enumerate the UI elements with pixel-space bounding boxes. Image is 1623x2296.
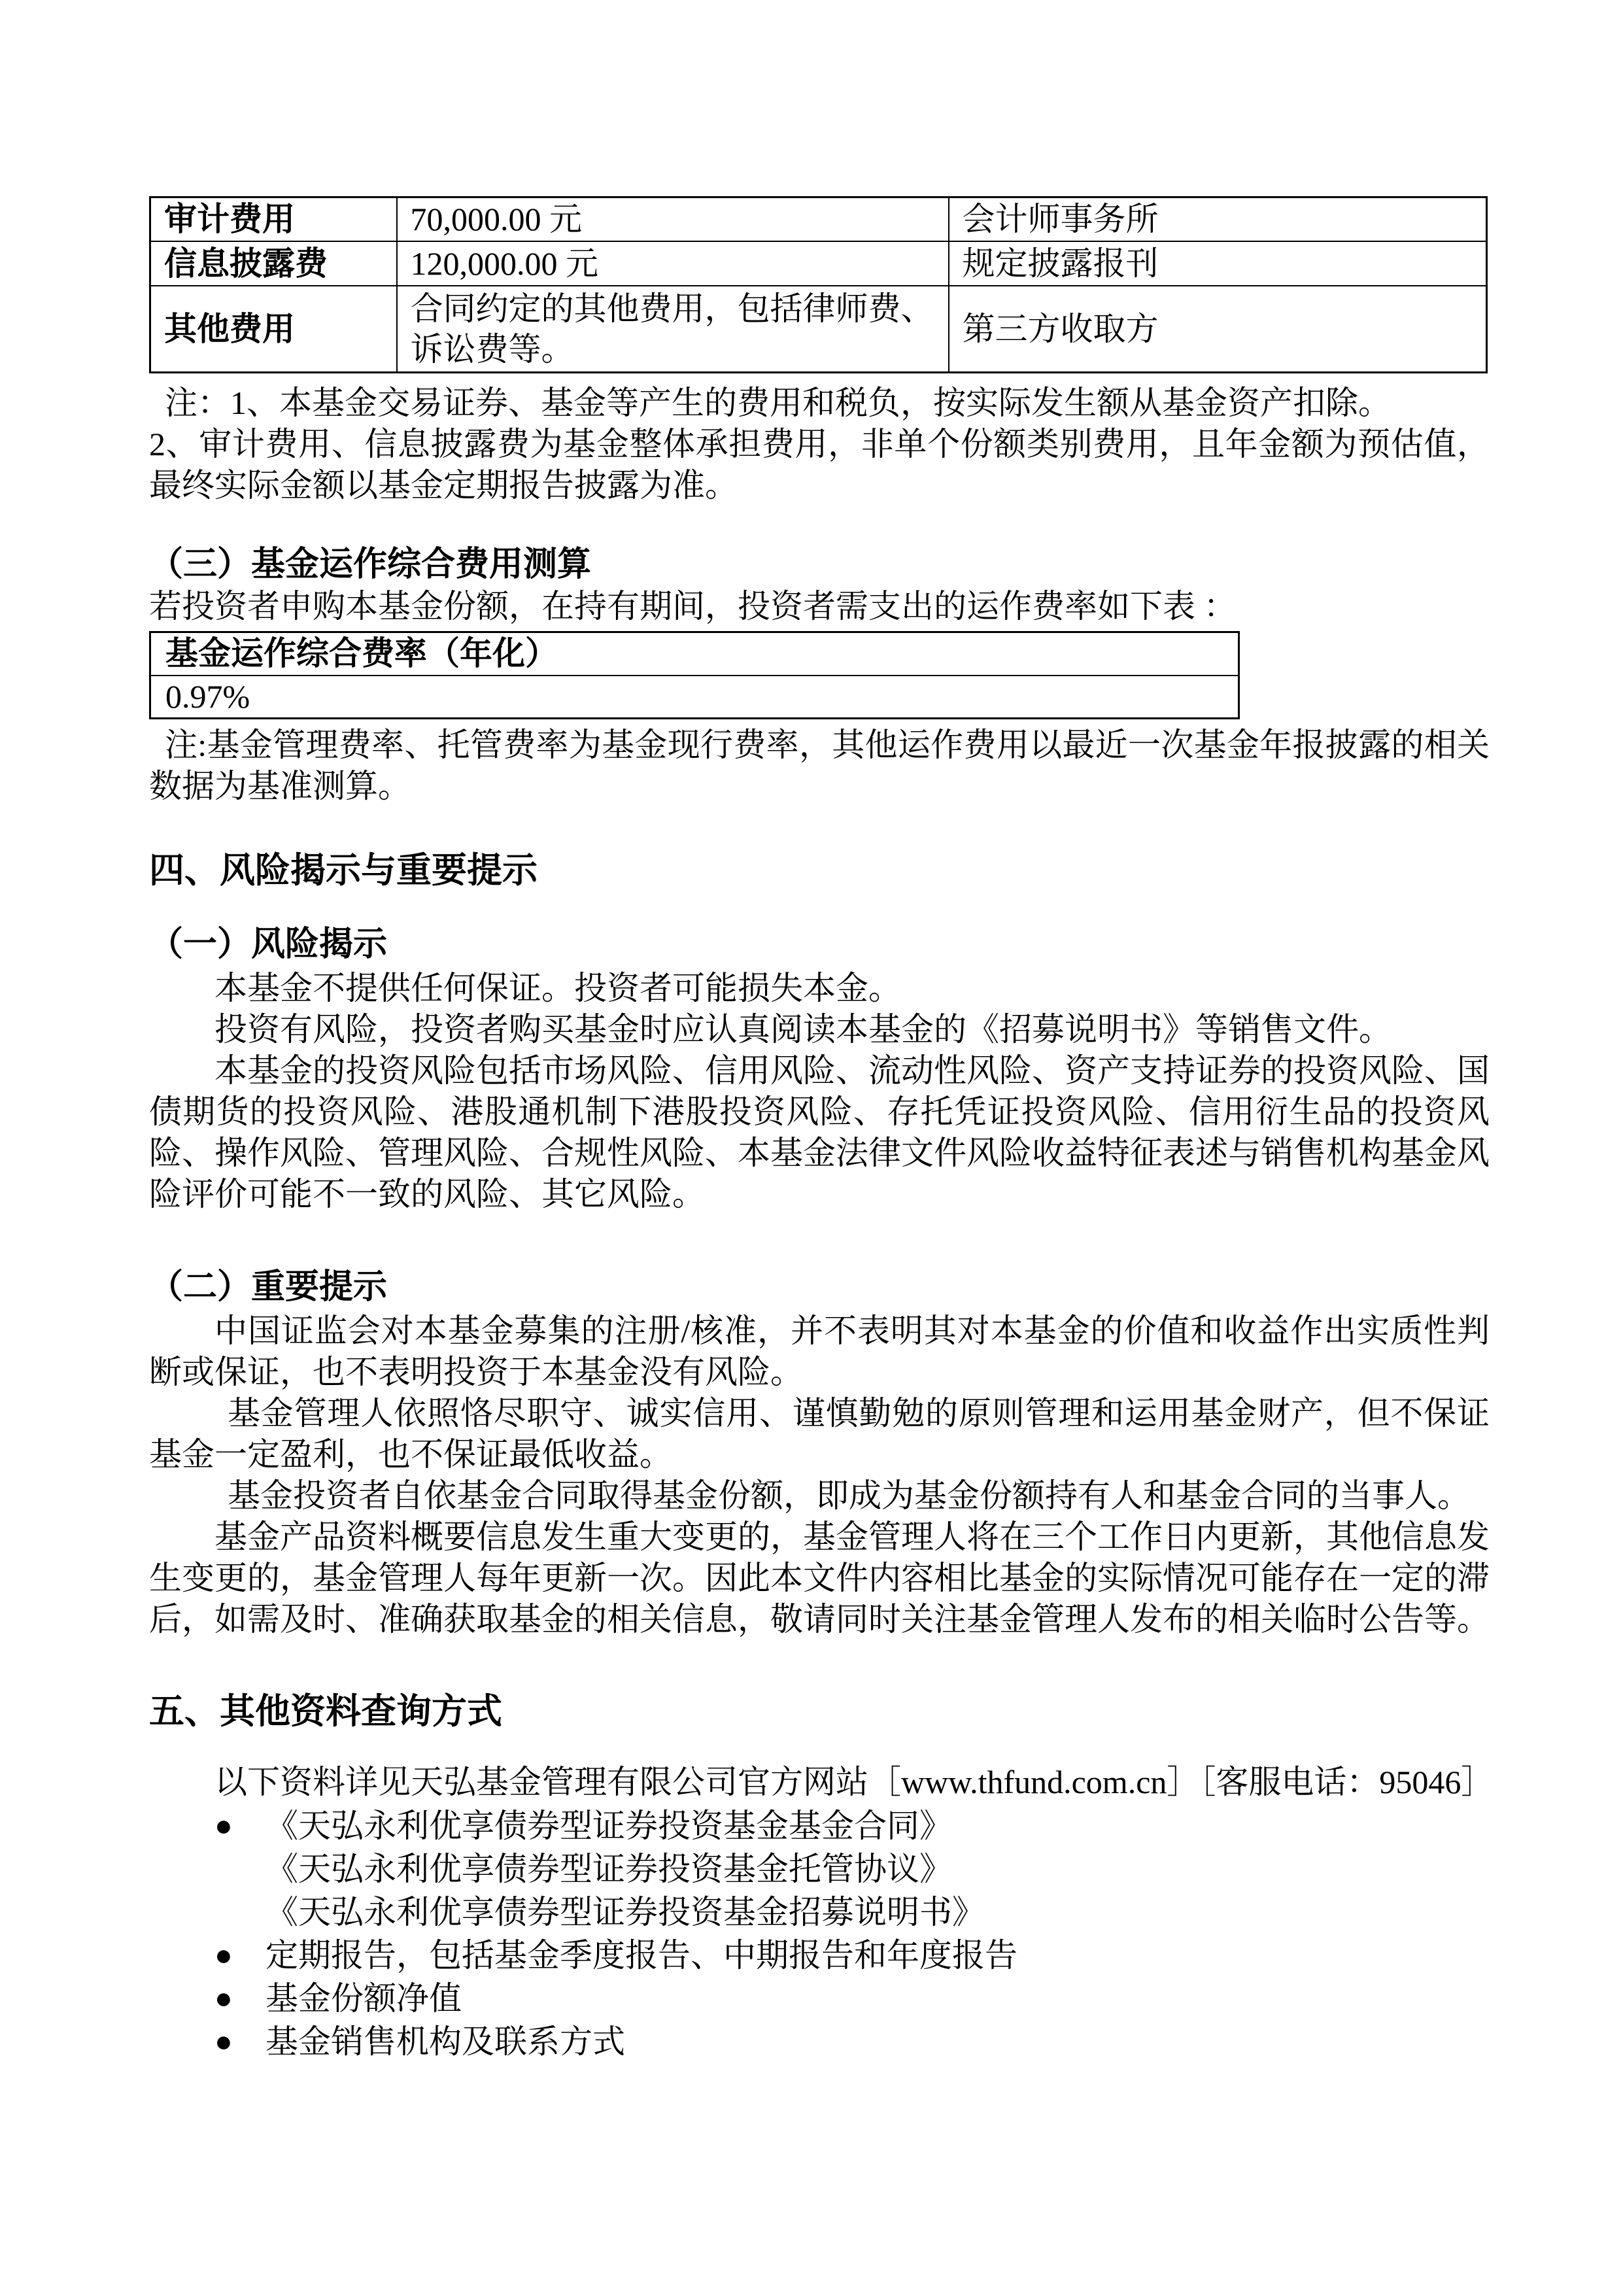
operating-cost-intro: 若投资者申购本基金份额，在持有期间，投资者需支出的运作费率如下表 ： [149, 588, 1237, 625]
list-item-text: 《天弘永利优享债券型证券投资基金托管协议》 [265, 1850, 952, 1887]
rate-table-header: 基金运作综合费率（年化） [150, 632, 1239, 676]
subsection-heading-important-notes: （二）重要提示 [149, 1268, 388, 1306]
fee-table-note-1: 注：1、本基金交易证券、基金等产生的费用和税负，按实际发生额从基金资产扣除。 [165, 385, 1391, 421]
list-item-text: 《天弘永利优享债券型证券投资基金招募说明书》 [265, 1893, 985, 1930]
list-item [149, 1847, 1490, 1891]
fee-label: 信息披露费 [150, 241, 397, 286]
list-item-text: 《天弘永利优享债券型证券投资基金基金合同》 [265, 1807, 952, 1844]
document-content [149, 196, 1494, 2063]
fee-collector: 会计师事务所 [949, 197, 1487, 241]
list-item-text: 基金份额净值 [265, 1979, 462, 2017]
fee-table [149, 196, 1488, 373]
list-item-text: 基金销售机构及联系方式 [265, 2023, 625, 2060]
fee-table-note-2: 2、审计费用、信息披露费为基金整体承担费用，非单个份额类别费用，且年金额为预估值，最终实际金额以基金定期报告披露为准。 [149, 426, 1490, 504]
bullet-icon: ● [214, 2024, 233, 2058]
bullet-icon [214, 1891, 265, 1934]
bullet-icon: ● [214, 1981, 233, 2015]
fee-value: 120,000.00 元 [397, 241, 949, 286]
fee-label: 其他费用 [150, 286, 397, 373]
rate-table-note: 注:基金管理费率、托管费率为基金现行费率，其他运作费用以最近一次基金年报披露的相关数据为基准测算。 [149, 726, 1490, 804]
important-note-paragraph: 中国证监会对本基金募集的注册/核准，并不表明其对本基金的价值和收益作出实质性判断或保证，也不表明投资于本基金没有风险。 [149, 1312, 1490, 1390]
fee-collector: 规定披露报刊 [949, 241, 1487, 286]
rate-table-value: 0.97% [150, 676, 1239, 719]
risk-paragraph: 本基金的投资风险包括市场风险、信用风险、流动性风险、资产支持证券的投资风险、国债期货的投资风险、港股通机制下港股投资风险、存托凭证投资风险、信用衍生品的投资风险、操作风险、管理风险、合规性风险、本基金法律文件风险收益特征表述与销售机构基金风险评价可能不一致的风险、其它风险。 [149, 1052, 1490, 1212]
list-item [149, 1977, 1490, 2020]
bullet-icon: ● [214, 1808, 233, 1842]
fee-label: 审计费用 [150, 197, 397, 241]
risk-paragraph: 本基金不提供任何保证。投资者可能损失本金。 [214, 969, 901, 1006]
table-row [150, 241, 1487, 286]
list-item [149, 1891, 1490, 1934]
other-info-intro: 以下资料详见天弘基金管理有限公司官方网站［www.thfund.com.cn］［客服电话：95046］ [214, 1763, 1494, 1800]
list-item [149, 1804, 1490, 1847]
bullet-icon [214, 1847, 265, 1891]
table-row [150, 632, 1239, 676]
risk-paragraph: 投资有风险，投资者购买基金时应认真阅读本基金的《招募说明书》等销售文件。 [214, 1010, 1392, 1048]
fee-value: 70,000.00 元 [397, 197, 949, 241]
table-row [150, 197, 1487, 241]
table-row [150, 286, 1487, 373]
fee-collector: 第三方收取方 [949, 286, 1487, 373]
bullet-icon: ● [214, 1938, 233, 1972]
section-heading-risk: 四、风险揭示与重要提示 [149, 850, 538, 890]
subsection-heading-risk-disclosure: （一）风险揭示 [149, 925, 388, 963]
section-heading-operating-cost: （三）基金运作综合费用测算 [149, 546, 592, 583]
list-item [149, 2020, 1490, 2063]
list-item-text: 定期报告，包括基金季度报告、中期报告和年度报告 [265, 1936, 1017, 1974]
important-note-paragraph: 基金投资者自依基金合同取得基金份额，即成为基金份额持有人和基金合同的当事人。 [228, 1477, 1470, 1514]
fee-value: 合同约定的其他费用，包括律师费、诉讼费等。 [397, 286, 949, 373]
section-heading-other-info: 五、其他资料查询方式 [149, 1691, 502, 1731]
important-note-paragraph: 基金产品资料概要信息发生重大变更的，基金管理人将在三个工作日内更新，其他信息发生变更的，基金管理人每年更新一次。因此本文件内容相比基金的实际情况可能存在一定的滞后，如需及时、准确获取基金的相关信息，敬请同时关注基金管理人发布的相关临时公告等。 [149, 1518, 1490, 1637]
list-item [149, 1934, 1490, 1977]
table-row [150, 676, 1239, 719]
rate-table [149, 631, 1240, 719]
resource-list [149, 1804, 1490, 2063]
important-note-paragraph: 基金管理人依照恪尽职守、诚实信用、谨慎勤勉的原则管理和运用基金财产，但不保证基金一定盈利，也不保证最低收益。 [149, 1394, 1490, 1473]
